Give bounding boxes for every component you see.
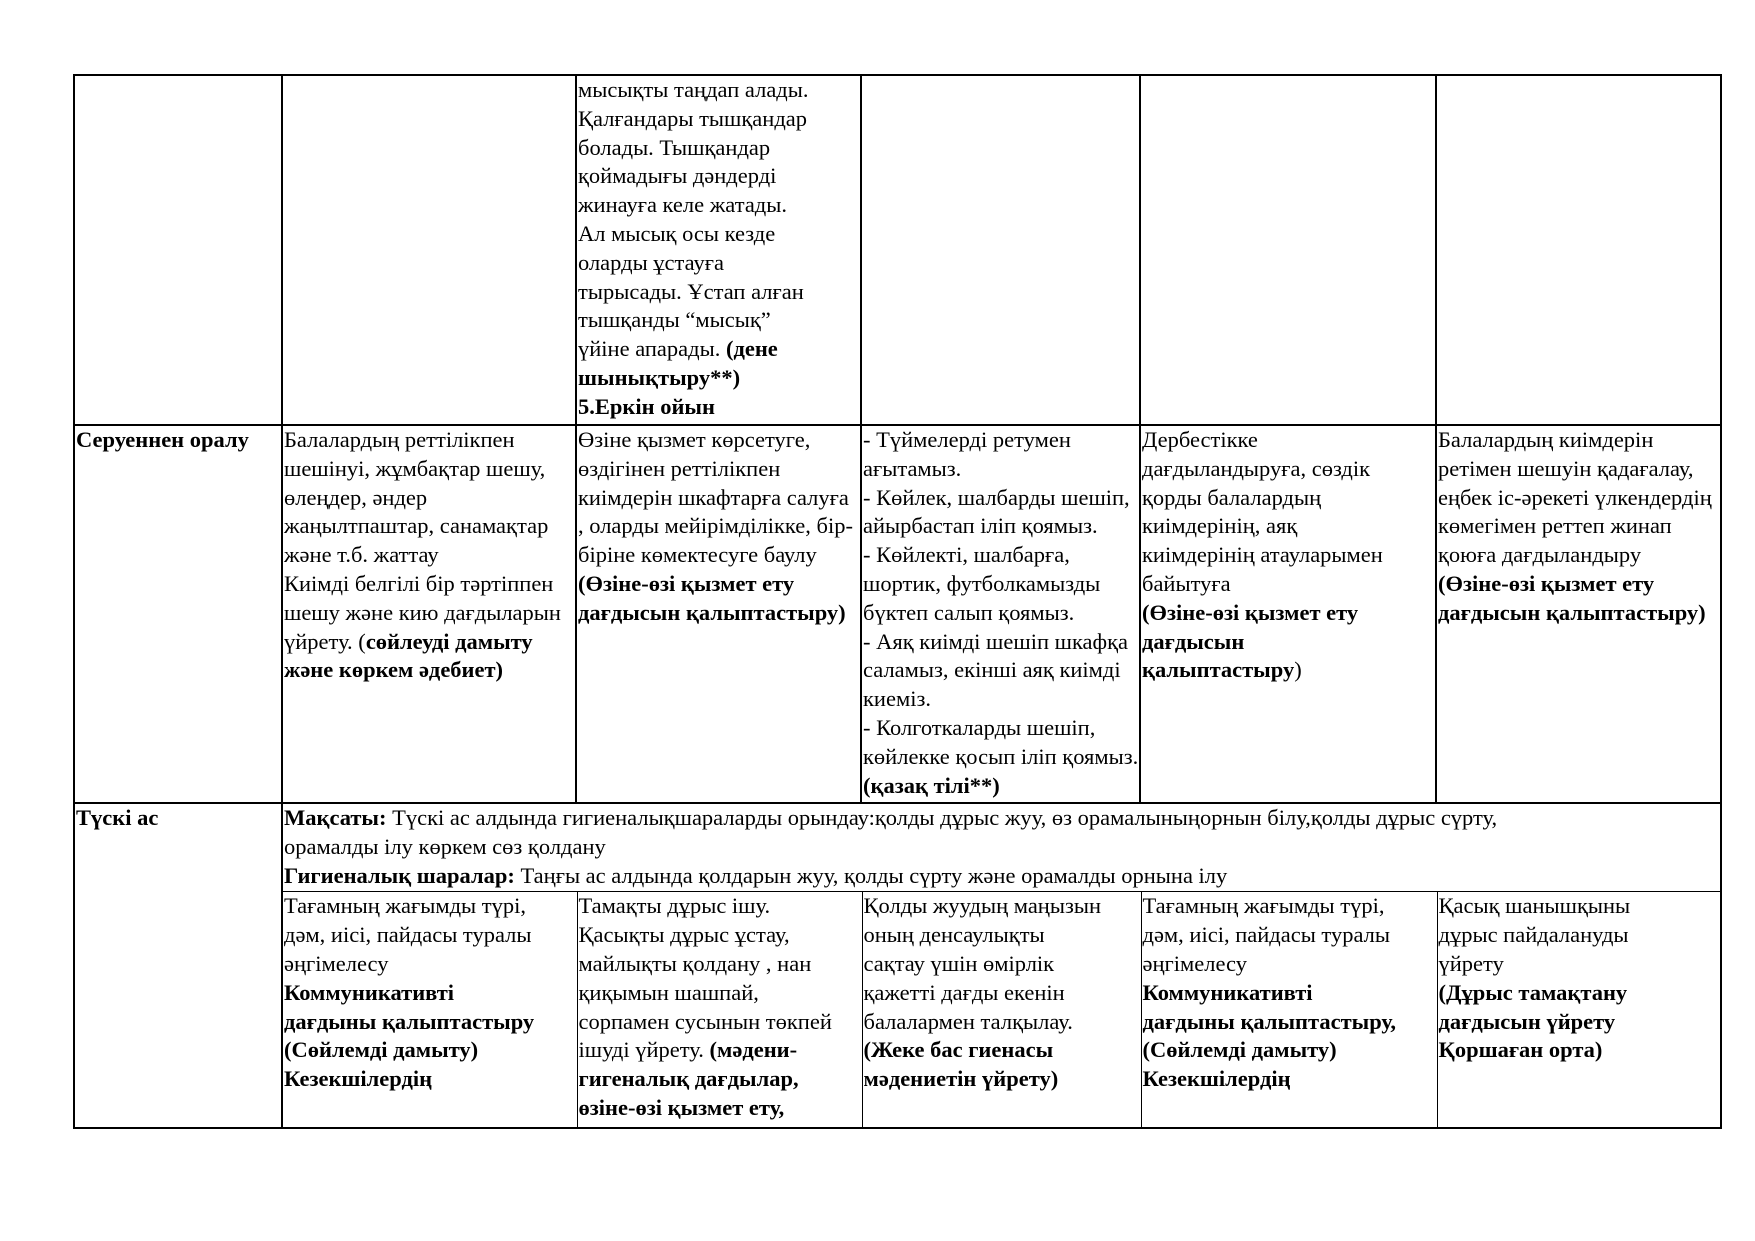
schedule-table xyxy=(73,74,1722,1129)
text-run: үйіне апарады. xyxy=(578,336,726,362)
text-line: оларды ұстауға xyxy=(578,249,724,275)
text-line xyxy=(579,1036,862,1065)
text-line: мәдениетін үйрету) xyxy=(863,1066,1059,1092)
text-run-bold: (мәдени- xyxy=(709,1037,798,1063)
text-line xyxy=(578,335,860,364)
goal-text-line2: орамалды ілу көркем сөз қолдану xyxy=(284,833,606,859)
text-line: еңбек іс-әрекеті үлкендердің xyxy=(1438,484,1712,510)
cell-lines xyxy=(1143,892,1437,1094)
text-line: қоймадығы дәндерді xyxy=(578,163,777,189)
text-line: ретімен шешуін қадағалау, xyxy=(1438,455,1694,481)
hygiene-label: Гигиеналық шаралар: xyxy=(284,862,515,888)
text-line: болады. Тышқандар xyxy=(578,134,771,160)
cell-lines xyxy=(863,426,1139,800)
text-line: гигеналық дағдылар, xyxy=(578,1066,799,1092)
text-line: (Жеке бас гиенасы xyxy=(863,1037,1054,1063)
text-run-bold: (дене xyxy=(725,336,778,362)
cell-lines xyxy=(579,1065,862,1123)
text-line: шортик, футболкамызды xyxy=(863,570,1101,596)
text-line: қоюға дағдыландыру xyxy=(1438,542,1642,568)
lunch-day-cell-1 xyxy=(283,892,577,1127)
cell-lines xyxy=(284,892,577,1094)
table-row-continuation xyxy=(74,75,1721,425)
text-line: сорпамен сусынын төкпей xyxy=(578,1008,832,1034)
routine-label: Серуеннен оралу xyxy=(74,425,282,803)
game-description-tail xyxy=(578,364,860,422)
cell-lines xyxy=(1439,892,1722,1065)
text-line: сақтау үшін өмірлік xyxy=(863,950,1055,976)
text-run: ) xyxy=(1294,657,1302,683)
text-line: дағдысын қалыптастыру) xyxy=(578,599,846,625)
text-line: - Түймелерді ретумен xyxy=(863,427,1071,452)
cell-empty xyxy=(1436,75,1721,425)
text-line: ағытамыз. xyxy=(863,455,962,481)
text-line: мысықты таңдап алады. xyxy=(578,77,809,102)
text-line: Қасықты дұрыс ұстау, xyxy=(578,922,790,948)
text-line: (Сөйлемді дамыту) xyxy=(284,1037,479,1063)
text-line: шешу және кию дағдыларын xyxy=(284,599,561,625)
text-line: дағдысын қалыптастыру) xyxy=(1438,599,1706,625)
lunch-day-cell-5 xyxy=(1437,892,1721,1127)
text-line: қорды балалардың xyxy=(1142,484,1322,510)
text-line: 5.Еркін ойын xyxy=(578,393,715,419)
lunch-day-cell-4 xyxy=(1141,892,1437,1127)
text-line: саламыз, екінші аяқ киімді xyxy=(863,657,1121,683)
goal-label: Мақсаты: xyxy=(284,805,387,830)
text-line: (Өзіне-өзі қызмет ету xyxy=(578,570,795,596)
text-line: Балалардың реттілікпен xyxy=(284,427,515,452)
text-line: көйлекке қосып іліп қоямыз. xyxy=(863,743,1139,769)
text-line: бүктеп салып қоямыз. xyxy=(863,599,1075,625)
cell-lines xyxy=(864,892,1141,1094)
text-line: өздігінен реттілікпен xyxy=(578,455,781,481)
goal-row xyxy=(283,804,1721,892)
table-row-lunch xyxy=(74,803,1721,1128)
text-line: біріне көмектесуге баулу xyxy=(578,542,817,568)
text-line: үйрету xyxy=(1438,950,1504,976)
text-line: - Көйлек, шалбарды шешіп, xyxy=(863,484,1130,510)
text-line: Қалғандары тышқандар xyxy=(578,105,808,131)
text-line: киеміз. xyxy=(863,686,931,712)
text-run-bold: сөйлеуді дамыту xyxy=(365,628,533,654)
text-line: Қоршаған орта) xyxy=(1438,1037,1603,1063)
text-line: майлықты қолдану , нан xyxy=(578,950,812,976)
text-line: тырысады. Ұстап алған xyxy=(578,278,804,304)
text-line: дағдысын xyxy=(1142,628,1245,654)
day-cell-1 xyxy=(282,425,576,803)
text-line: шешінуі, жұмбақтар шешу, xyxy=(284,455,546,481)
text-line: Тағамның жағымды түрі, xyxy=(284,893,526,919)
text-line: - Колготкаларды шешіп, xyxy=(863,714,1096,740)
text-run: ішуді үйрету. xyxy=(578,1037,710,1063)
lunch-nested-table xyxy=(283,804,1721,1127)
text-line: байытуға xyxy=(1142,570,1231,596)
text-line: дағдыландыруға, сөздік xyxy=(1142,455,1371,481)
text-line: Қасық шанышқыны xyxy=(1438,893,1631,919)
cell-lines xyxy=(579,892,862,1036)
text-line: Киімді белгілі бір тәртіппен xyxy=(284,570,554,596)
text-line: балалармен талқылау. xyxy=(863,1008,1073,1034)
text-line: киімдерінің, аяқ xyxy=(1142,513,1298,539)
text-line: тышқанды “мысық” xyxy=(578,307,771,333)
text-line: (Сөйлемді дамыту) xyxy=(1142,1037,1337,1063)
text-line: Балалардың киімдерін xyxy=(1438,427,1654,452)
text-run-bold: қалыптастыру xyxy=(1142,657,1295,683)
text-line: және көркем әдебиет) xyxy=(284,657,504,683)
cell-empty xyxy=(861,75,1140,425)
text-line: айырбастап іліп қоямыз. xyxy=(863,513,1098,539)
text-line: әңгімелесу xyxy=(284,950,389,976)
game-description-cell xyxy=(576,75,861,425)
text-line: оның денсаулықты xyxy=(863,922,1045,948)
text-line: жаңылтпаштар, санамақтар xyxy=(284,513,549,539)
text-line: қажетті дағды екенін xyxy=(863,979,1065,1005)
time-cell-empty xyxy=(74,75,282,425)
day-cell-2 xyxy=(576,425,861,803)
game-description-lines xyxy=(578,76,860,335)
text-line: Тамақты дұрыс ішу. xyxy=(578,893,771,919)
text-line: - Аяқ киімді шешіп шкафқа xyxy=(863,628,1129,654)
day-cell-4 xyxy=(1140,425,1436,803)
text-line: Коммуникативті xyxy=(284,979,455,1005)
text-line: киімдерінің атауларымен xyxy=(1142,542,1383,568)
text-line: дәм, иісі, пайдасы туралы xyxy=(1142,922,1390,948)
text-line: (Өзіне-өзі қызмет ету xyxy=(1438,570,1655,596)
cell-lines xyxy=(1142,426,1435,656)
text-line: , оларды мейірімділікке, бір- xyxy=(578,513,853,539)
text-line: Ал мысық осы кезде xyxy=(578,220,776,246)
lunch-days-row xyxy=(283,892,1721,1127)
lunch-content-cell xyxy=(282,803,1721,1128)
text-line: - Көйлекті, шалбарға, xyxy=(863,542,1070,568)
cell-empty xyxy=(282,75,576,425)
text-run: үйрету. ( xyxy=(284,628,366,654)
cell-empty xyxy=(1140,75,1436,425)
text-line: дәм, иісі, пайдасы туралы xyxy=(284,922,532,948)
text-line: өзіне-өзі қызмет ету, xyxy=(578,1094,785,1120)
cell-lines xyxy=(284,426,575,628)
text-line: (Дұрыс тамақтану xyxy=(1438,979,1628,1005)
text-line: Өзіне қызмет көрсетуге, xyxy=(578,427,811,452)
text-line: (қазақ тілі**) xyxy=(863,772,1000,798)
cell-lines xyxy=(578,426,860,628)
goal-line xyxy=(284,804,1721,833)
text-line: жинауға келе жатады. xyxy=(578,192,787,218)
hygiene-text: Таңғы ас алдында қолдарын жуу, қолды сүрту және орамалды орнына ілу xyxy=(514,862,1228,888)
text-line: Дербестікке xyxy=(1142,427,1258,452)
table-row-return-from-walk xyxy=(74,425,1721,803)
lunch-day-cell-3 xyxy=(862,892,1141,1127)
text-line: қиқымын шашпай, xyxy=(578,979,759,1005)
text-line: дағдыны қалыптастыру, xyxy=(1142,1008,1397,1034)
text-line xyxy=(284,628,575,657)
text-line: шынықтыру**) xyxy=(578,364,741,390)
cell-lines xyxy=(1438,426,1720,628)
text-line: Кезекшілердің xyxy=(1142,1066,1291,1092)
text-line: Кезекшілердің xyxy=(284,1066,433,1092)
goal-cell xyxy=(283,804,1721,892)
text-line: Қолды жуудың маңызын xyxy=(863,893,1102,919)
text-line: киімдерін шкафтарға салуға xyxy=(578,484,849,510)
text-line: Коммуникативті xyxy=(1142,979,1313,1005)
text-line: өлеңдер, әндер xyxy=(284,484,428,510)
text-line: және т.б. жаттау xyxy=(284,542,439,568)
day-cell-5 xyxy=(1436,425,1721,803)
text-line: Тағамның жағымды түрі, xyxy=(1142,893,1385,919)
hygiene-line xyxy=(284,862,1721,891)
text-line: дағдыны қалыптастыру xyxy=(284,1008,535,1034)
routine-label: Түскі ас xyxy=(74,803,282,1128)
text-line: әңгімелесу xyxy=(1142,950,1247,976)
text-line: дұрыс пайдалануды xyxy=(1438,922,1629,948)
goal-text: Түскі ас алдында гигиеналықшараларды орындау:қолды дұрыс жуу, өз орамалыныңорнын білу,қолды дұрыс сүрту, xyxy=(386,805,1498,830)
lunch-day-cell-2 xyxy=(577,892,862,1127)
day-cell-3 xyxy=(861,425,1140,803)
text-line: көмегімен реттеп жинап xyxy=(1438,513,1672,539)
text-line: дағдысын үйрету xyxy=(1438,1008,1616,1034)
text-line xyxy=(1142,656,1435,685)
text-line: (Өзіне-өзі қызмет ету xyxy=(1142,599,1359,625)
